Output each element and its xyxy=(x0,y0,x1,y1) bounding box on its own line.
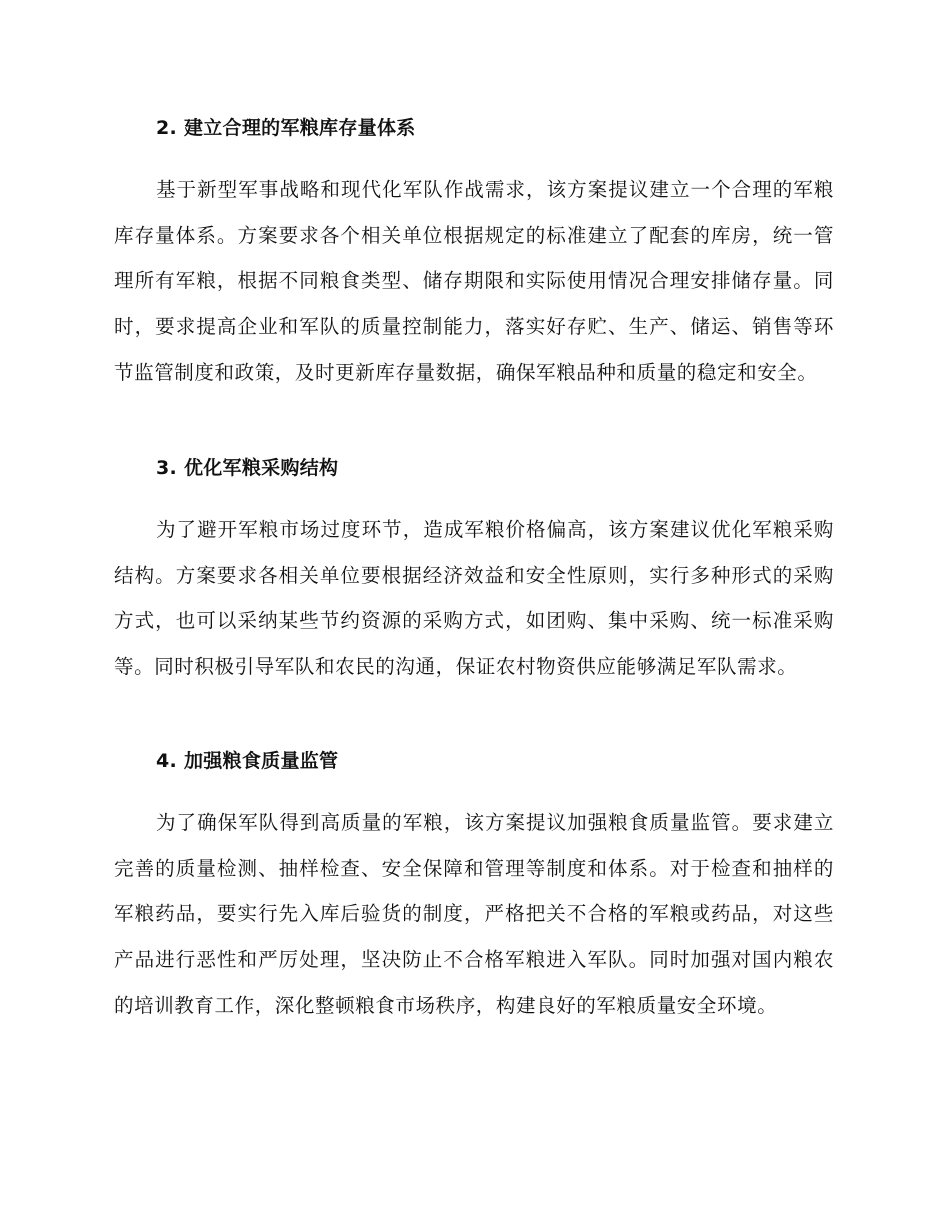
section-paragraph: 基于新型军事战略和现代化军队作战需求，该方案提议建立一个合理的军粮库存量体系。方案要求各个相关单位根据规定的标准建立了配套的库房，统一管理所有军粮，根据不同粮食类型、储存期限和实际使用情况合理安排储存量。同时，要求提高企业和军队的质量控制能力，落实好存贮、生产、储运、销售等环节监管制度和政策，及时更新库存量数据，确保军粮品种和质量的稳定和安全。 xyxy=(114,178,834,384)
section-heading: 4. 加强粮食质量监管 xyxy=(156,750,339,772)
section-4-quality-supervision xyxy=(114,748,834,1029)
section-2-inventory-system xyxy=(114,115,834,396)
section-heading: 2. 建立合理的军粮库存量体系 xyxy=(156,117,416,139)
section-heading: 3. 优化军粮采购结构 xyxy=(156,457,339,479)
section-paragraph: 为了确保军队得到高质量的军粮，该方案提议加强粮食质量监管。要求建立完善的质量检测、抽样检查、安全保障和管理等制度和体系。对于检查和抽样的军粮药品，要实行先入库后验货的制度，严格把关不合格的军粮或药品，对这些产品进行恶性和严厉处理，坚决防止不合格军粮进入军队。同时加强对国内粮农的培训教育工作，深化整顿粮食市场秩序，构建良好的军粮质量安全环境。 xyxy=(114,811,834,1017)
section-3-procurement-structure xyxy=(114,455,834,690)
section-paragraph: 为了避开军粮市场过度环节，造成军粮价格偏高，该方案建议优化军粮采购结构。方案要求各相关单位要根据经济效益和安全性原则，实行多种形式的采购方式，也可以采纳某些节约资源的采购方式，如团购、集中采购、统一标准采购等。同时积极引导军队和农民的沟通，保证农村物资供应能够满足军队需求。 xyxy=(114,518,834,679)
